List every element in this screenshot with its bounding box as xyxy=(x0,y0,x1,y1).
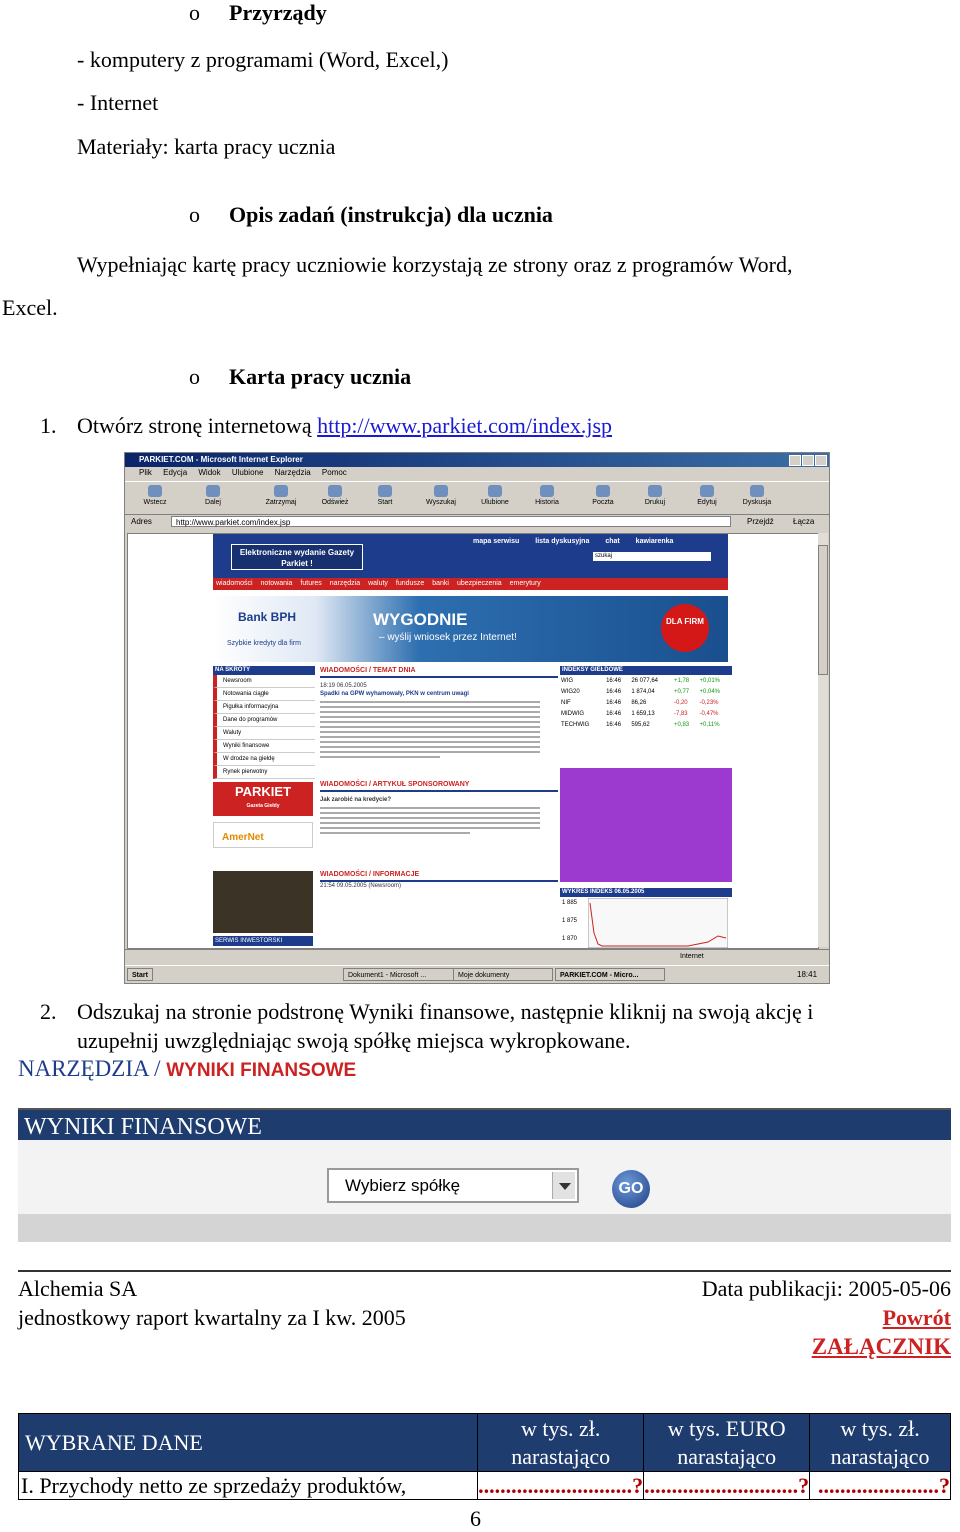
nav-item[interactable]: wiadomości xyxy=(216,580,253,587)
index-name: NIF xyxy=(561,699,571,706)
logo-subtitle: Gazeta Giełdy xyxy=(246,803,280,809)
przyrzady-item: - komputery z programami (Word, Excel,) xyxy=(77,47,449,72)
home-button[interactable] xyxy=(365,484,405,512)
opis-text-cont: Excel. xyxy=(2,295,58,320)
shortcuts-header: NA SKRÓTY xyxy=(213,666,315,675)
company-select[interactable] xyxy=(327,1168,579,1203)
chart-tick: 1 870 xyxy=(562,936,578,942)
index-chart xyxy=(560,888,732,948)
toplink[interactable]: mapa serwisu xyxy=(473,538,520,545)
index-change: -7,83 xyxy=(673,710,688,717)
fill-in-cell[interactable]: ............................? xyxy=(644,1472,810,1498)
index-value: 26 077,64 xyxy=(631,677,659,684)
nav-item[interactable]: narzędzia xyxy=(329,580,361,587)
stop-button[interactable] xyxy=(261,484,301,512)
menu-item[interactable]: Plik xyxy=(139,468,152,477)
favorites-icon xyxy=(488,485,502,497)
chart-tick: 1 885 xyxy=(562,900,578,906)
toolbar-label: Poczta xyxy=(592,499,614,506)
step-number: 1. xyxy=(40,413,57,438)
fill-in-cell[interactable]: ............................? xyxy=(478,1472,644,1498)
col-mode: narastająco xyxy=(677,1443,777,1469)
select-value: Wybierz spółkę xyxy=(345,1176,461,1195)
toolbar-label: Dalej xyxy=(205,499,221,506)
nav-item[interactable]: waluty xyxy=(368,580,388,587)
nav-item[interactable]: futures xyxy=(300,580,322,587)
taskbar-item[interactable]: Moje dokumenty xyxy=(453,968,553,981)
taskbar-clock: 18:41 xyxy=(797,970,818,979)
history-button[interactable] xyxy=(527,484,567,512)
table-row xyxy=(19,1472,951,1500)
sponsored-header: WIADOMOŚCI / ARTYKUŁ SPONSOROWANY xyxy=(320,780,558,792)
status-bar xyxy=(125,949,829,964)
news-header: WIADOMOŚCI / TEMAT DNIA xyxy=(320,666,558,678)
mail-button[interactable] xyxy=(583,484,623,512)
panel-footer xyxy=(18,1214,951,1242)
taskbar-item[interactable]: PARKIET.COM - Micro... xyxy=(555,968,665,981)
toolbar-label: Dyskusja xyxy=(742,499,772,506)
site-search-input[interactable]: szukaj xyxy=(593,552,711,561)
publication-date: Data publikacji: 2005-05-06 xyxy=(701,1276,951,1301)
web-viewport xyxy=(127,533,819,949)
index-pct: +0,01% xyxy=(699,677,721,684)
browser-menubar xyxy=(125,467,829,479)
logo-text: PARKIET xyxy=(234,784,292,799)
breadcrumb-item-current: WYNIKI FINANSOWE xyxy=(166,1060,357,1081)
toplink[interactable]: chat xyxy=(605,538,620,545)
col-unit: w tys. EURO xyxy=(667,1415,786,1441)
col-unit: w tys. zł. xyxy=(520,1415,601,1441)
favorites-button[interactable] xyxy=(475,484,515,512)
ad-banner-purple[interactable] xyxy=(560,768,732,882)
info-header: WIADOMOŚCI / INFORMACJE xyxy=(320,870,558,882)
column-header xyxy=(644,1414,810,1472)
shortcut-item[interactable]: Rynek pierwotny xyxy=(213,766,315,779)
section-bullet: o xyxy=(189,364,200,389)
status-zone: Internet xyxy=(680,953,704,960)
browser-toolbar xyxy=(125,481,829,515)
shortcut-item[interactable]: Notowania ciągłe xyxy=(213,688,315,701)
table-header: WYBRANE DANE xyxy=(19,1414,478,1472)
banner-subline: – wyślij wniosek przez Internet! xyxy=(379,632,517,643)
toolbar-label: Drukuj xyxy=(644,499,666,506)
section-bullet: o xyxy=(189,202,200,227)
toplink[interactable]: lista dyskusyjna xyxy=(535,538,590,545)
index-value: 1 874,04 xyxy=(631,688,655,695)
bank-subtitle: Szybkie kredyty dla firm xyxy=(227,640,301,647)
page-number: 6 xyxy=(470,1506,481,1531)
table-header-row xyxy=(19,1414,951,1472)
index-name: TECHWIG xyxy=(561,721,590,728)
index-change: +0,83 xyxy=(673,721,690,728)
sponsored-title[interactable]: Jak zarobić na kredycie? xyxy=(320,797,392,803)
search-button[interactable] xyxy=(421,484,461,512)
edition-badge[interactable]: Elektroniczne wydanie Gazety Parkiet ! xyxy=(231,544,363,570)
table-row[interactable] xyxy=(560,708,732,719)
index-change: -0,20 xyxy=(673,699,688,706)
bank-name: Bank BPH xyxy=(238,610,297,624)
menu-item[interactable]: Pomoc xyxy=(321,468,347,477)
back-arrow-icon xyxy=(148,485,162,497)
opis-text: Wypełniając kartę pracy uczniowie korzystają ze strony oraz z programów Word, xyxy=(77,252,793,277)
section-heading-przyrzady: Przyrządy xyxy=(229,0,327,25)
index-pct: +0,11% xyxy=(699,721,720,728)
index-time: 16:46 xyxy=(606,688,622,695)
step1-text: Otwórz stronę internetową http://www.parkiet.com/index.jsp xyxy=(77,413,613,438)
bank-banner[interactable] xyxy=(213,596,728,662)
amernet-ad[interactable]: AmerNet xyxy=(213,822,313,848)
chart-line xyxy=(588,898,728,948)
forward-arrow-icon xyxy=(206,485,220,497)
go-button[interactable]: GO xyxy=(612,1170,650,1208)
parkiet-link[interactable]: http://www.parkiet.com/index.jsp xyxy=(317,413,613,438)
section-heading-karta: Karta pracy ucznia xyxy=(229,364,412,389)
index-pct: +0,04% xyxy=(699,688,721,695)
back-link[interactable]: Powrót xyxy=(882,1305,951,1330)
toolbar-label: Historia xyxy=(535,499,559,506)
index-change: +0,77 xyxy=(673,688,690,695)
print-button[interactable] xyxy=(635,484,675,512)
discuss-button[interactable] xyxy=(737,484,777,512)
browser-screenshot xyxy=(124,452,830,984)
indices-header: INDEKSY GIEŁDOWE xyxy=(560,666,732,675)
start-button[interactable]: Start xyxy=(127,968,153,981)
menu-item[interactable]: Narzędzia xyxy=(274,468,311,477)
index-pct: -0,23% xyxy=(699,699,719,706)
chart-header: WYKRES INDEKS 06.05.2005 xyxy=(560,888,732,897)
toolbar-label: Odśwież xyxy=(321,499,349,506)
index-name: MIDWIG xyxy=(561,710,584,717)
address-input[interactable]: http://www.parkiet.com/index.jsp xyxy=(171,516,731,527)
edit-icon xyxy=(700,485,714,497)
table-row[interactable] xyxy=(560,675,732,686)
menu-item[interactable]: Edycja xyxy=(163,468,188,477)
taskbar-item[interactable]: Dokument1 - Microsoft ... xyxy=(343,968,493,981)
table-row[interactable] xyxy=(560,686,732,697)
table-row[interactable] xyxy=(560,719,732,730)
shortcut-item[interactable]: Newsroom xyxy=(213,675,315,688)
index-name: WIG xyxy=(561,677,573,684)
search-icon xyxy=(434,485,448,497)
col-unit: w tys. zł. xyxy=(840,1415,920,1441)
banner-headline: WYGODNIE xyxy=(373,610,468,629)
breadcrumb xyxy=(18,1056,356,1082)
breadcrumb-separator: / xyxy=(148,1056,167,1081)
table-row[interactable] xyxy=(560,697,732,708)
materialy-text: Materiały: karta pracy ucznia xyxy=(77,134,336,159)
shortcut-item[interactable]: Waluty xyxy=(213,727,315,740)
col-mode: narastająco xyxy=(830,1443,930,1469)
menu-item[interactable]: Ulubione xyxy=(231,468,264,477)
back-button[interactable] xyxy=(135,484,175,512)
close-icon[interactable] xyxy=(815,455,827,466)
indices-table xyxy=(560,675,732,730)
site-nav xyxy=(213,578,728,590)
nav-item[interactable]: ubezpieczenia xyxy=(456,580,502,587)
maximize-icon[interactable] xyxy=(802,455,814,466)
step2-text: Odszukaj na stronie podstronę Wyniki finansowe, następnie kliknij na swoją akcję i xyxy=(77,999,814,1024)
shortcut-item[interactable]: W drodze na giełdę xyxy=(213,753,315,766)
parkiet-logo[interactable] xyxy=(213,782,313,816)
shortcut-item[interactable]: Dane do programów xyxy=(213,714,315,727)
site-toplinks xyxy=(473,538,687,545)
toolbar-label: Wstecz xyxy=(143,499,167,506)
vertical-scrollbar[interactable] xyxy=(818,533,828,947)
browser-titlebar xyxy=(125,453,829,467)
index-time: 16:46 xyxy=(606,710,622,717)
index-value: 86,26 xyxy=(631,699,647,706)
chart-tick: 1 875 xyxy=(562,918,578,924)
step2-text-cont: uzupełnij uwzględniając swoją spółkę miejsca wykropkowane. xyxy=(77,1028,631,1053)
nav-item[interactable]: banki xyxy=(432,580,449,587)
serwis-link[interactable]: SERWIS INWESTORSKI xyxy=(213,936,313,946)
links-button[interactable]: Łącza xyxy=(793,517,815,526)
toolbar-label: Zatrzymaj xyxy=(265,499,297,506)
panel-title: WYNIKI FINANSOWE xyxy=(18,1108,951,1140)
history-icon xyxy=(540,485,554,497)
company-name: Alchemia SA xyxy=(18,1276,138,1301)
index-time: 16:46 xyxy=(606,677,622,684)
fill-in-cell[interactable]: ......................? xyxy=(810,1472,951,1500)
address-bar xyxy=(125,514,829,530)
minimize-icon[interactable] xyxy=(789,455,801,466)
toolbar-label: Ulubione xyxy=(481,499,509,506)
edit-button[interactable] xyxy=(687,484,727,512)
step-number: 2. xyxy=(40,999,57,1024)
divider xyxy=(18,1270,951,1272)
nav-item[interactable]: fundusze xyxy=(395,580,425,587)
scrollbar-thumb[interactable] xyxy=(818,545,828,675)
nav-item[interactable]: emerytury xyxy=(509,580,541,587)
stop-icon xyxy=(274,485,288,497)
refresh-button[interactable] xyxy=(315,484,355,512)
menu-item[interactable]: Widok xyxy=(198,468,221,477)
news-title[interactable]: Spadki na GPW wyhamowały, PKN w centrum uwagi xyxy=(320,691,469,697)
info-date: 21:54 09.05.2005 (Newsroom) xyxy=(320,883,402,889)
breadcrumb-item[interactable]: NARZĘDZIA xyxy=(18,1056,149,1081)
news-date: 18:19 06.05.2005 xyxy=(320,683,367,689)
toolbar-label: Wyszukaj xyxy=(426,499,456,506)
home-icon xyxy=(378,485,392,497)
section-heading-opis: Opis zadań (instrukcja) dla ucznia xyxy=(229,202,553,227)
index-change: +1,78 xyxy=(673,677,690,684)
toolbar-label: Edytuj xyxy=(697,499,717,506)
przyrzady-item: - Internet xyxy=(77,90,159,115)
refresh-icon xyxy=(328,485,342,497)
promo-photo[interactable] xyxy=(213,871,313,933)
nav-item[interactable]: notowania xyxy=(260,580,293,587)
shortcuts-column xyxy=(213,666,315,948)
mail-icon xyxy=(596,485,610,497)
print-icon xyxy=(648,485,662,497)
index-value: 1 659,13 xyxy=(631,710,655,717)
column-header xyxy=(478,1414,644,1472)
section-bullet: o xyxy=(189,0,200,25)
index-time: 16:46 xyxy=(606,699,622,706)
news-column xyxy=(320,666,558,948)
selected-data-table xyxy=(18,1413,951,1500)
toolbar-label: Start xyxy=(377,499,393,506)
discuss-icon xyxy=(750,485,764,497)
toplink[interactable]: kawiarenka xyxy=(635,538,674,545)
shortcut-item[interactable]: Wyniki finansowe xyxy=(213,740,315,753)
report-type: jednostkowy raport kwartalny za I kw. 2005 xyxy=(18,1305,406,1330)
row-label: I. Przychody netto ze sprzedaży produktów, xyxy=(19,1472,478,1500)
index-value: 595,62 xyxy=(631,721,650,728)
index-time: 16:46 xyxy=(606,721,622,728)
shortcut-item[interactable]: Pigułka informacyjna xyxy=(213,701,315,714)
attachment-link[interactable]: ZAŁĄCZNIK xyxy=(811,1334,951,1359)
go-button[interactable]: Przejdź xyxy=(747,517,774,526)
address-label: Adres xyxy=(131,517,152,526)
index-name: WIG20 xyxy=(561,688,580,695)
windows-taskbar xyxy=(125,965,829,984)
dla-firm-button[interactable]: DLA FIRM xyxy=(661,604,709,652)
forward-button[interactable] xyxy=(193,484,233,512)
chevron-down-icon[interactable] xyxy=(552,1172,575,1199)
index-pct: -0,47% xyxy=(699,710,719,717)
column-header xyxy=(810,1414,951,1472)
col-mode: narastająco xyxy=(511,1443,611,1469)
browser-title: PARKIET.COM - Microsoft Internet Explorer xyxy=(139,455,303,464)
